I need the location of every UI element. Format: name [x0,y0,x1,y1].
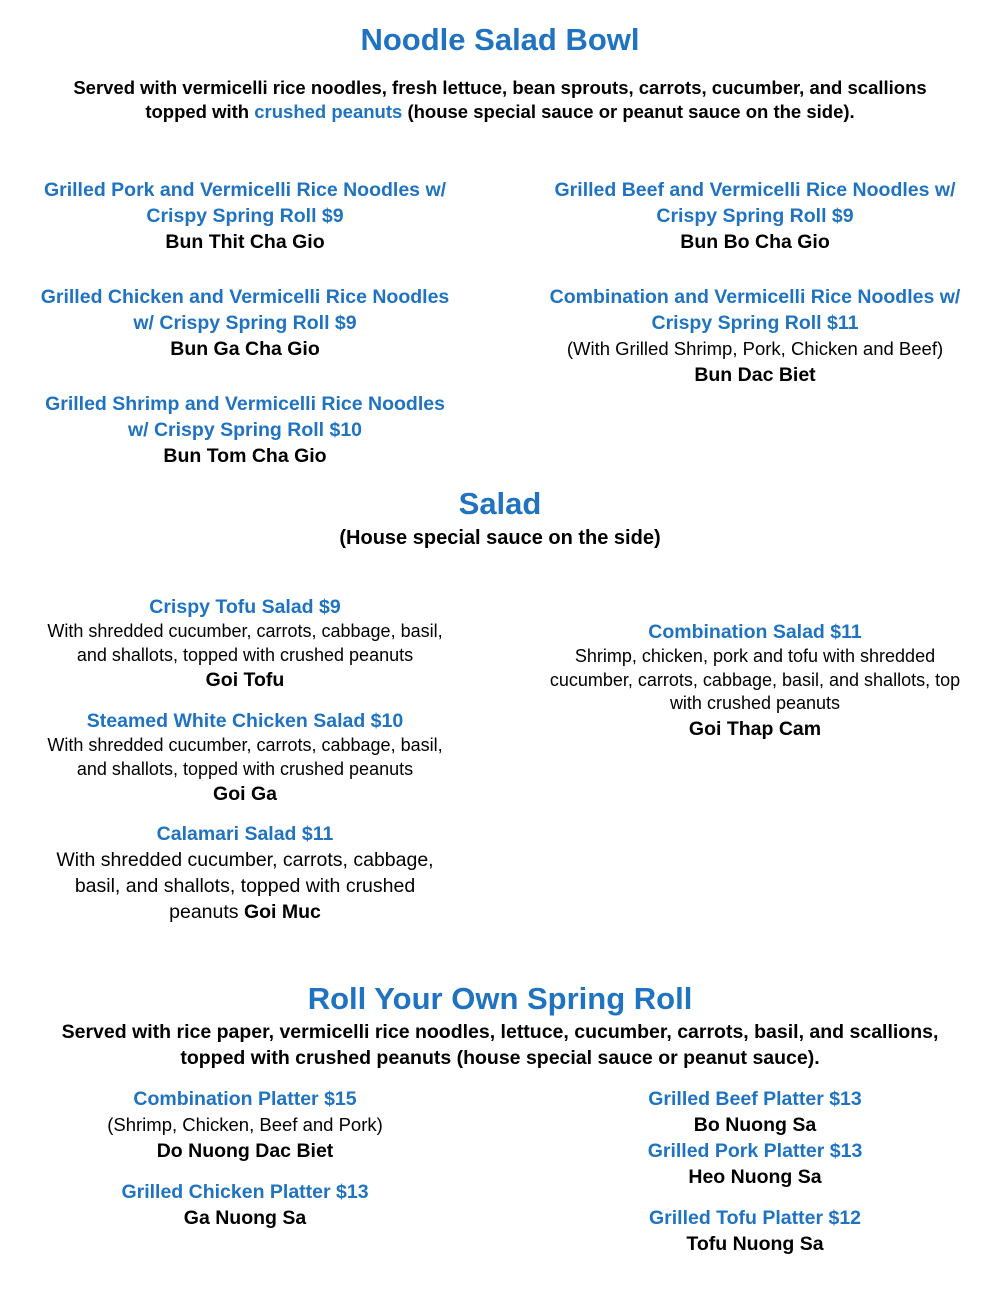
item-description-line2: cucumber, carrots, cabbage, basil, and shallots, top [549,669,961,690]
item-name: Combination Salad $11 [648,621,862,643]
item-vietnamese-name: Goi Muc [243,901,321,923]
item-vietnamese-name: Bun Tom Cha Gio [163,445,327,467]
item-description-line2: basil, and shallots, topped with crushed [74,875,416,897]
item-description-line3 [15,899,475,925]
noodle-intro-line1: Served with vermicelli rice noodles, fresh lettuce, bean sprouts, carrots, cucumber, and scallions [73,77,927,98]
item-vietnamese-name: Bun Thit Cha Gio [165,231,325,253]
item-name: Calamari Salad $11 [156,823,334,845]
item-vietnamese-name: Goi Thap Cam [688,717,822,740]
menu-item-bun-ga-cha-gio [15,284,475,363]
item-note: (With Grilled Shrimp, Pork, Chicken and Beef) [566,338,944,359]
item-description-line1: With shredded cucumber, carrots, cabbage, [56,849,434,871]
item-name-line2: w/ Crispy Spring Roll $10 [127,419,363,441]
item-description-line1: With shredded cucumber, carrots, cabbage, basil, [47,735,443,755]
spring-roll-intro-line2: topped with crushed peanuts (house special sauce or peanut sauce). [180,1047,820,1069]
menu-item-tofu-nuong-sa [525,1205,985,1258]
item-name-line1: Grilled Beef and Vermicelli Rice Noodles w/ [554,179,956,201]
item-name-line1: Grilled Chicken and Vermicelli Rice Noodles [40,286,450,308]
item-name-line1: Grilled Shrimp and Vermicelli Rice Noodles [45,393,445,415]
item-vietnamese-name: Bo Nuong Sa [693,1114,817,1136]
item-name-line1: Grilled Pork and Vermicelli Rice Noodles w/ [43,179,447,201]
item-description-line1: Shrimp, chicken, pork and tofu with shredded [574,646,936,666]
menu-item-goi-thap-cam [525,619,985,743]
item-name: Grilled Tofu Platter $12 [648,1207,862,1229]
menu-item-bun-tom-cha-gio [15,391,475,470]
item-name: Crispy Tofu Salad $9 [149,596,341,618]
item-name: Steamed White Chicken Salad $10 [86,710,404,732]
item-name: Grilled Chicken Platter $13 [121,1181,369,1203]
noodle-intro-pre: topped with [145,101,255,122]
menu-item-ga-nuong-sa [15,1179,475,1232]
spring-roll-intro-line1: Served with rice paper, vermicelli rice noodles, lettuce, cucumber, carrots, basil, and scallions, [61,1021,939,1043]
noodle-section-title: Noodle Salad Bowl [360,22,640,57]
salad-section-title: Salad [458,486,542,521]
item-vietnamese-name: Heo Nuong Sa [688,1166,822,1188]
item-description-line1: With shredded cucumber, carrots, cabbage, basil, [47,621,443,641]
item-vietnamese-name: Ga Nuong Sa [183,1207,307,1229]
item-vietnamese-name: Goi Tofu [205,669,285,691]
menu-item-goi-tofu [15,594,475,694]
item-description-line2: and shallots, topped with crushed peanuts [76,758,414,779]
spring-roll-section-title: Roll Your Own Spring Roll [307,981,693,1016]
noodle-intro-post: (house special sauce or peanut sauce on the side). [402,101,855,122]
menu-item-heo-nuong-sa [525,1138,985,1191]
item-vietnamese-name: Bun Ga Cha Gio [170,338,320,360]
item-description-line2: and shallots, topped with crushed peanuts [76,644,414,665]
spring-roll-intro [0,1019,1000,1071]
item-vietnamese-name: Do Nuong Dac Biet [156,1140,334,1162]
item-vietnamese-name: Goi Ga [213,783,277,805]
item-vietnamese-name: Bun Bo Cha Gio [680,231,830,253]
item-name: Grilled Beef Platter $13 [648,1088,862,1110]
crushed-peanuts-highlight: crushed peanuts [254,101,403,122]
menu-item-goi-ga [15,708,475,808]
salad-subtitle: (House special sauce on the side) [339,527,661,549]
menu-item-bo-nuong-sa [525,1086,985,1139]
item-vietnamese-name: Tofu Nuong Sa [686,1233,824,1255]
item-name: Combination Platter $15 [133,1088,357,1110]
menu-item-bun-dac-biet [525,284,985,389]
menu-item-goi-muc [15,821,475,925]
item-name: Grilled Pork Platter $13 [647,1140,863,1162]
item-name-line2: w/ Crispy Spring Roll $9 [133,312,357,334]
noodle-intro-line2 [0,100,1000,124]
item-name-line1: Combination and Vermicelli Rice Noodles w/ [549,286,961,308]
item-note: (Shrimp, Chicken, Beef and Pork) [107,1114,383,1135]
item-vietnamese-name: Bun Dac Biet [694,364,816,386]
menu-item-bun-bo-cha-gio [525,177,985,256]
menu-item-bun-thit-cha-gio [15,177,475,256]
item-description-tail: peanuts [169,901,244,923]
noodle-intro [0,76,1000,124]
item-name-line2: Crispy Spring Roll $9 [656,205,854,227]
item-name-line2: Crispy Spring Roll $9 [146,205,344,227]
menu-item-do-nuong-dac-biet [15,1086,475,1165]
item-description-line3: with crushed peanuts [669,693,841,713]
item-name-line2: Crispy Spring Roll $11 [651,312,859,334]
